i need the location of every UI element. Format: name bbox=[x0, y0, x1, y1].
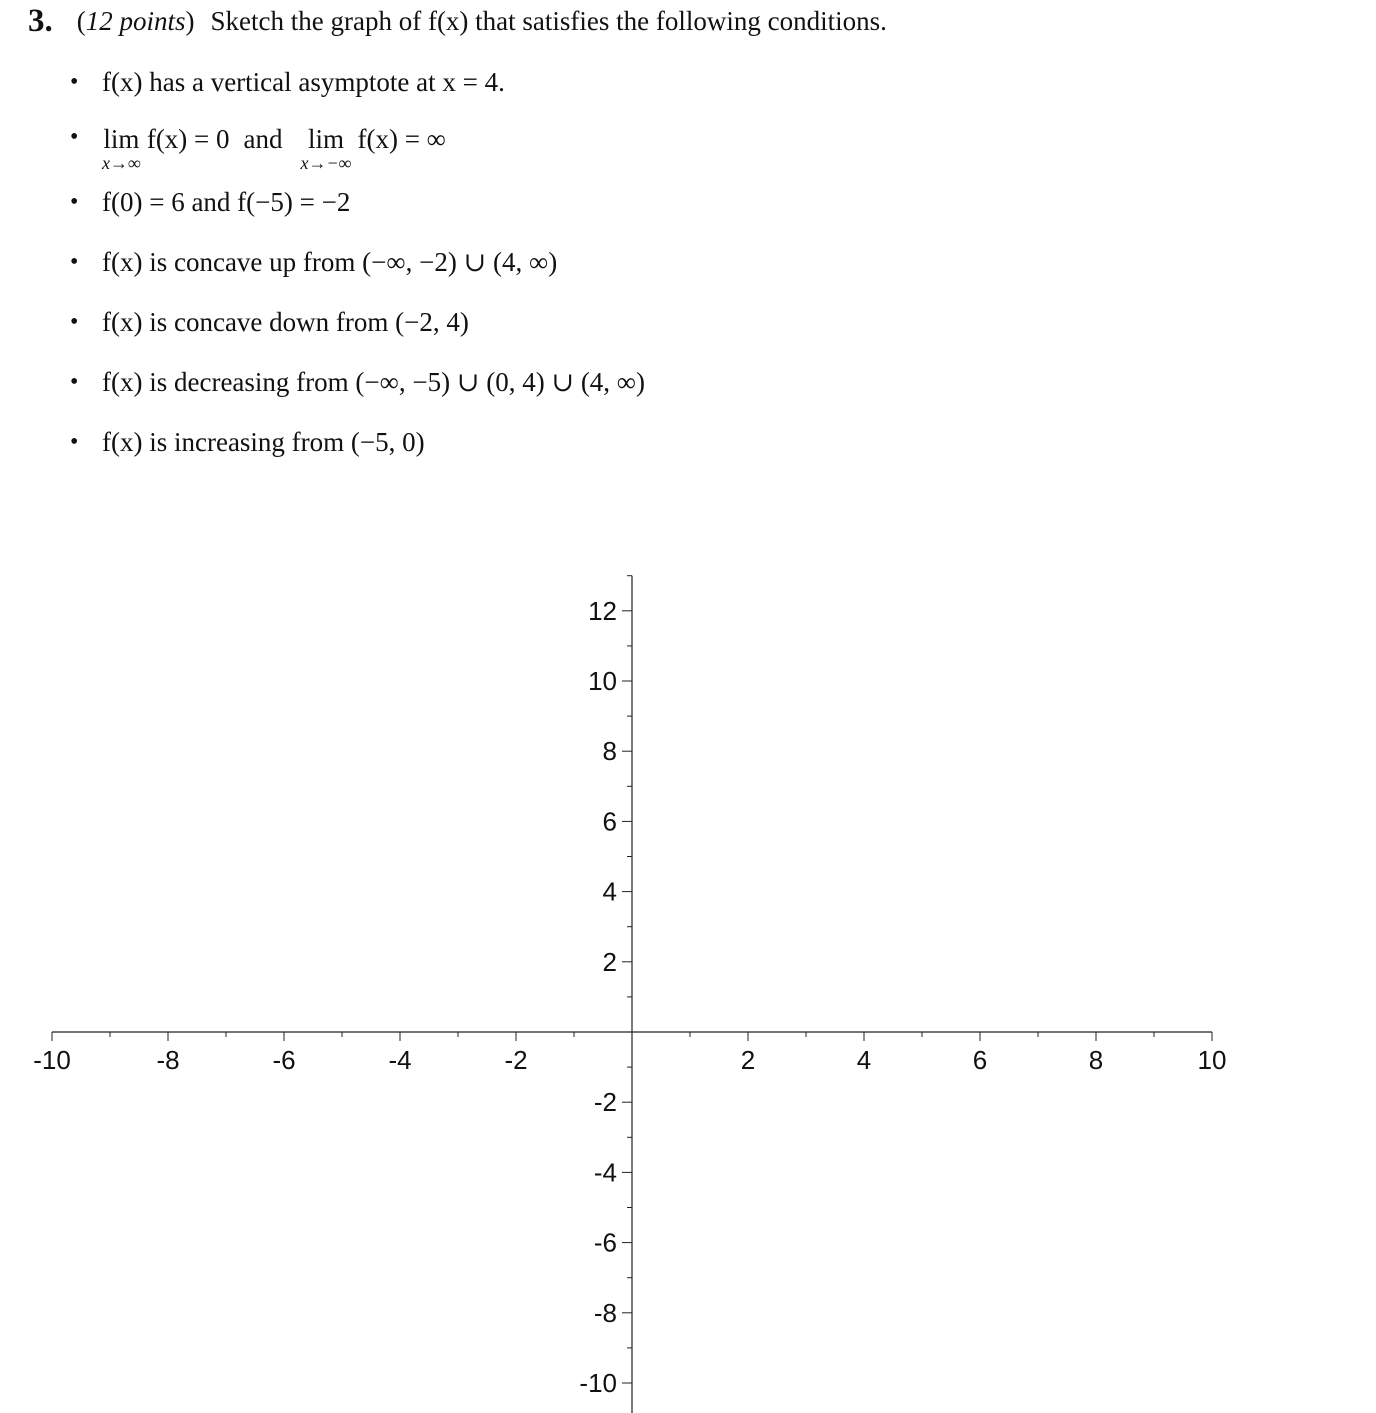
bullet-icon: • bbox=[70, 308, 79, 335]
problem-number: 3. bbox=[28, 2, 53, 39]
y-tick-label: -10 bbox=[579, 1368, 617, 1398]
bullet-icon: • bbox=[70, 68, 79, 95]
x-tick-label: 6 bbox=[972, 1045, 988, 1075]
lim-word: lim bbox=[103, 124, 140, 154]
points-open-paren: ( bbox=[76, 5, 86, 36]
lim-subscript: x→−∞ bbox=[300, 153, 352, 173]
x-tick-label: 8 bbox=[1088, 1045, 1104, 1075]
conjunction-text: and bbox=[243, 124, 283, 154]
lim-subscript: x→∞ bbox=[102, 153, 141, 173]
y-tick-label: 10 bbox=[588, 666, 617, 696]
y-tick-label: -8 bbox=[593, 1297, 617, 1328]
y-tick-label: -6 bbox=[593, 1227, 617, 1258]
y-tick-label: 8 bbox=[602, 736, 617, 767]
x-tick-label: -6 bbox=[272, 1045, 296, 1075]
points-label: 12 points bbox=[85, 5, 186, 36]
condition-text: f(0) = 6 and f(−5) = −2 bbox=[102, 186, 351, 217]
y-tick-label: 6 bbox=[602, 806, 617, 837]
x-tick-label: -4 bbox=[388, 1045, 412, 1075]
x-tick-label: -8 bbox=[156, 1045, 180, 1075]
x-tick-label: 10 bbox=[1197, 1045, 1227, 1075]
limit-expression: f(x) = ∞ bbox=[357, 124, 446, 154]
y-tick-label: -4 bbox=[593, 1157, 617, 1188]
x-tick-label: 2 bbox=[740, 1045, 756, 1075]
lim-word: lim bbox=[307, 124, 344, 154]
condition-text: f(x) is concave up from (−∞, −2) ∪ (4, ∞) bbox=[102, 246, 558, 277]
y-tick-label: 4 bbox=[602, 876, 617, 907]
bullet-icon: • bbox=[70, 188, 79, 215]
y-tick-label: 12 bbox=[588, 595, 617, 626]
y-tick-label: 2 bbox=[602, 946, 617, 977]
bullet-icon: • bbox=[70, 368, 79, 395]
x-tick-label: 4 bbox=[856, 1045, 872, 1075]
x-tick-label: -10 bbox=[33, 1045, 71, 1075]
x-tick-label: -2 bbox=[504, 1045, 528, 1075]
y-tick-label: -2 bbox=[593, 1087, 617, 1118]
limit-expression: f(x) = 0 bbox=[146, 124, 230, 154]
condition-text: f(x) is concave down from (−2, 4) bbox=[102, 306, 469, 337]
condition-text: f(x) is increasing from (−5, 0) bbox=[102, 426, 425, 457]
bullet-icon: • bbox=[70, 124, 79, 150]
points-close-paren: ) bbox=[185, 5, 195, 36]
condition-text: f(x) has a vertical asymptote at x = 4. bbox=[102, 66, 505, 97]
bullet-icon: • bbox=[70, 428, 79, 455]
condition-text: f(x) is decreasing from (−∞, −5) ∪ (0, 4) ∪ (4, ∞) bbox=[102, 366, 646, 397]
problem-prompt: Sketch the graph of f(x) that satisfies the following conditions. bbox=[210, 5, 887, 36]
bullet-icon: • bbox=[70, 248, 79, 275]
